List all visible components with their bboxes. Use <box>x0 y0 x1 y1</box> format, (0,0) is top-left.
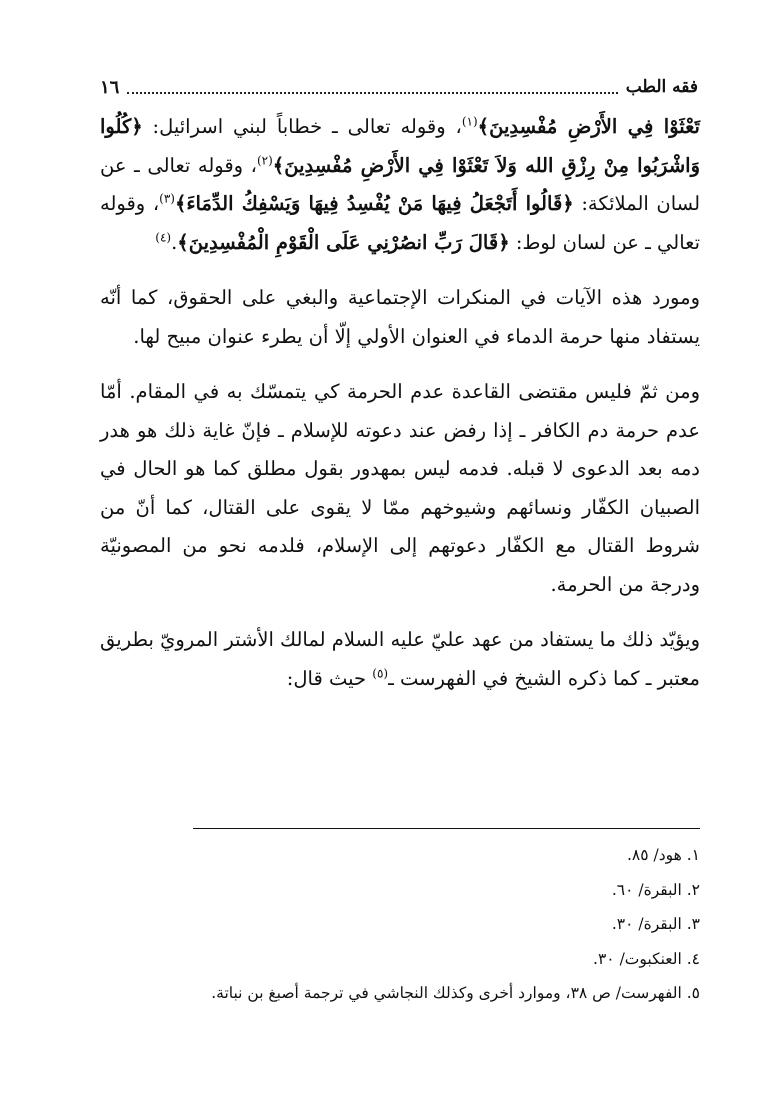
footnote-5: ٥. الفهرست/ ص ٣٨، وموارد أخرى وكذلك النجاشي في ترجمة أصبغ بن نباتة. <box>211 984 700 1002</box>
quran-verse: قَالُوا أَتَجْعَلُ فِيهَا مَنْ يُفْسِدُ فِيهَا وَيَسْفِكُ الدِّمَاءَ <box>186 192 563 215</box>
footnote-ref: (١) <box>461 114 478 129</box>
footnote-ref: (٢) <box>256 153 273 167</box>
text-run: ومن ثمّ فليس مقتضى القاعدة عدم الحرمة كي يتمسّك به في المقام. أمّا عدم حرمة دم الكافر ـ إذا رفض عند دعوته للإسلام ـ فإنّ غاية ذلك هو هدر دمه بعد الدعوى لا قبله. فدمه ليس بمهدور بقول مطلق كما هو الحال في الصبيان الكفّار ونسائهم وشيوخهم ممّا لا يقوى على القتال، كما أنّ من شروط القتال مع الكفّار دعوتهم إلى الإسلام، فلدمه نحو من المصونيّة ودرجة من الحرمة. <box>100 380 700 596</box>
text-run: . <box>171 230 178 254</box>
main-text <box>100 108 700 715</box>
text-run: ، وقوله تعالي ـ عن لسان لوط: <box>100 192 700 254</box>
footnote-3: ٣. البقرة/ ٣٠. <box>611 915 700 933</box>
footnote-4: ٤. العنكبوت/ ٣٠. <box>593 949 700 968</box>
paragraph-3 <box>100 373 700 604</box>
verse-bracket: ﴾ <box>272 153 285 177</box>
paragraph-4 <box>100 621 700 698</box>
paragraph-2 <box>100 279 700 356</box>
verse-bracket: ﴾ <box>174 192 187 215</box>
header-dot-leader <box>127 80 617 94</box>
quran-verse: قَالَ رَبِّ انصُرْنِي عَلَى الْقَوْمِ الْمُفْسِدِينَ <box>188 230 499 254</box>
paragraph-1 <box>100 108 700 262</box>
text-run: ومورد هذه الآيات في المنكرات الإجتماعية والبغي على الحقوق، كما أنّه يستفاد منها حرمة الدماء في العنوان الأولي إلّا أن يطرء عنوان مبيح لها. <box>100 286 700 348</box>
book-title: فقه الطب <box>625 77 698 97</box>
text-run: حيث قال: <box>286 666 373 690</box>
quran-verse: كُلُوا وَاشْرَبُوا مِنْ رِزْقِ الله وَلاَ تَعْثَوْا فِي الأَرْضِ مُفْسِدِينَ <box>100 115 700 177</box>
quran-verse: تَعْثَوْا فِي الأَرْضِ مُفْسِدِينَ <box>489 115 700 138</box>
footnote-ref: (٤) <box>155 230 172 244</box>
footnote-ref: (٣) <box>159 191 175 206</box>
footnote-1: ١. هود/ ٨٥. <box>626 846 700 864</box>
text-run: ، وقوله تعالى ـ خطاباً لبني اسرائيل: <box>142 115 462 138</box>
verse-bracket: ﴿ <box>498 230 510 254</box>
verse-bracket: ﴾ <box>477 115 490 138</box>
footnote-ref: (٥) <box>372 666 389 680</box>
text-run: ، وقوله تعالى ـ عن لسان الملائكة: <box>100 153 701 215</box>
verse-bracket: ﴿ <box>562 192 574 215</box>
footnote-2: ٢. البقرة/ ٦٠. <box>611 880 700 899</box>
verse-bracket: ﴾ <box>177 230 189 254</box>
running-header <box>100 72 698 102</box>
verse-bracket: ﴿ <box>131 115 143 138</box>
footnote-separator <box>193 828 700 829</box>
page-number: ١٦ <box>100 76 120 98</box>
text-run: ويؤيّد ذلك ما يستفاد من عهد عليّ عليه السلام لمالك الأشتر المرويّ بطريق معتبر ـ كما ذكره الشيخ في الفهرست ـ <box>100 628 700 690</box>
footnotes <box>100 838 700 1011</box>
